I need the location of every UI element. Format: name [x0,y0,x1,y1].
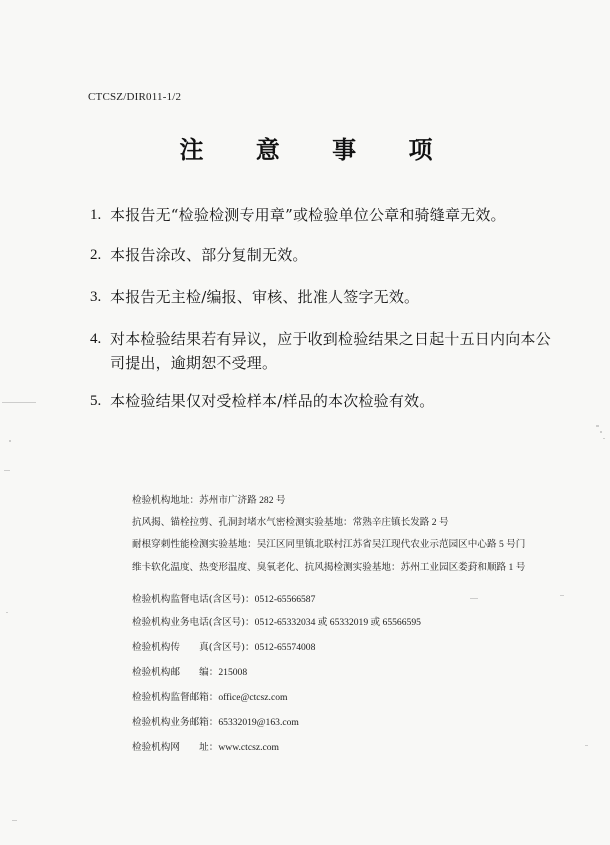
page-title: 注 意 事 项 [179,135,455,164]
scan-speckle [2,402,36,403]
scan-speckle [603,438,605,439]
contact-label: 检验机构业务电话(含区号)： [132,617,255,628]
contact-line [132,617,421,629]
note-text: 本检验结果仅对受检样本/样品的本次检验有效。 [110,392,435,410]
note-item [90,389,560,413]
note-text: 本报告涂改、部分复制无效。 [110,246,308,264]
scan-speckle [6,612,8,613]
contact-label: 维卡软化温度、热变形温度、臭氧老化、抗风揭检测实验基地： [132,562,401,573]
contact-value: 215008 [218,667,248,678]
contact-label: 耐根穿刺性能检测实验基地： [132,539,257,550]
contact-line [132,562,525,574]
contact-label: 检验机构传 真(含区号)： [132,642,255,653]
note-number: 2. [90,247,102,263]
contact-line [132,667,247,679]
contact-label: 检验机构监督电话(含区号)： [132,594,255,605]
contact-value: www.ctcsz.com [218,742,279,753]
contact-label: 检验机构网 址： [132,742,219,753]
scan-speckle [470,598,478,599]
contact-label: 检验机构监督邮箱： [132,692,219,703]
contact-value: 苏州工业园区娄葑和顺路 1 号 [400,562,526,573]
scan-speckle [4,470,10,471]
contact-line [132,495,286,507]
contact-value: 苏州市广济路 282 号 [199,495,286,506]
note-item [90,203,560,227]
scan-speckle [600,431,602,433]
note-item [90,285,560,309]
contact-line [132,539,525,551]
scan-speckle [560,595,564,596]
note-number: 5. [90,393,102,409]
contact-line [132,594,315,606]
note-number: 1. [90,207,102,223]
contact-label: 检验机构业务邮箱： [132,717,219,728]
contact-line [132,742,279,754]
contact-line [132,642,315,654]
note-number: 4. [90,331,102,347]
contact-label: 检验机构地址： [132,495,200,506]
document-code: CTCSZ/DIR011-1/2 [88,91,182,103]
contact-value: 0512-65566587 [254,594,316,605]
contact-value: 0512-65332034 或 65332019 或 65566595 [254,617,421,628]
note-text: 对本检验结果若有异议，应于收到检验结果之日起十五日内向本公司提出，逾期恕不受理。 [110,330,551,372]
contact-line [132,692,287,704]
note-item [90,243,560,267]
contact-label: 检验机构邮 编： [132,667,219,678]
note-text: 本报告无主检/编报、审核、批准人签字无效。 [110,288,420,306]
scan-speckle [9,440,11,442]
scan-speckle [12,820,17,821]
contact-value: 65332019@163.com [218,717,299,728]
contact-value: 0512-65574008 [254,642,316,653]
note-text: 本报告无“检验检测专用章”或检验单位公章和骑缝章无效。 [110,206,506,224]
contact-value: 常熟辛庄镇长发路 2 号 [352,517,449,528]
scan-speckle [585,745,588,746]
note-item [90,327,560,375]
contact-value: 吴江区同里镇北联村江苏省吴江现代农业示范园区中心路 5 号门 [256,539,526,550]
contact-line [132,717,299,729]
contact-label: 抗风揭、锚栓拉剪、孔洞封堵水气密检测实验基地： [132,517,353,528]
scan-speckle [596,425,599,427]
note-number: 3. [90,289,102,305]
contact-line [132,517,449,529]
contact-value: office@ctcsz.com [218,692,288,703]
